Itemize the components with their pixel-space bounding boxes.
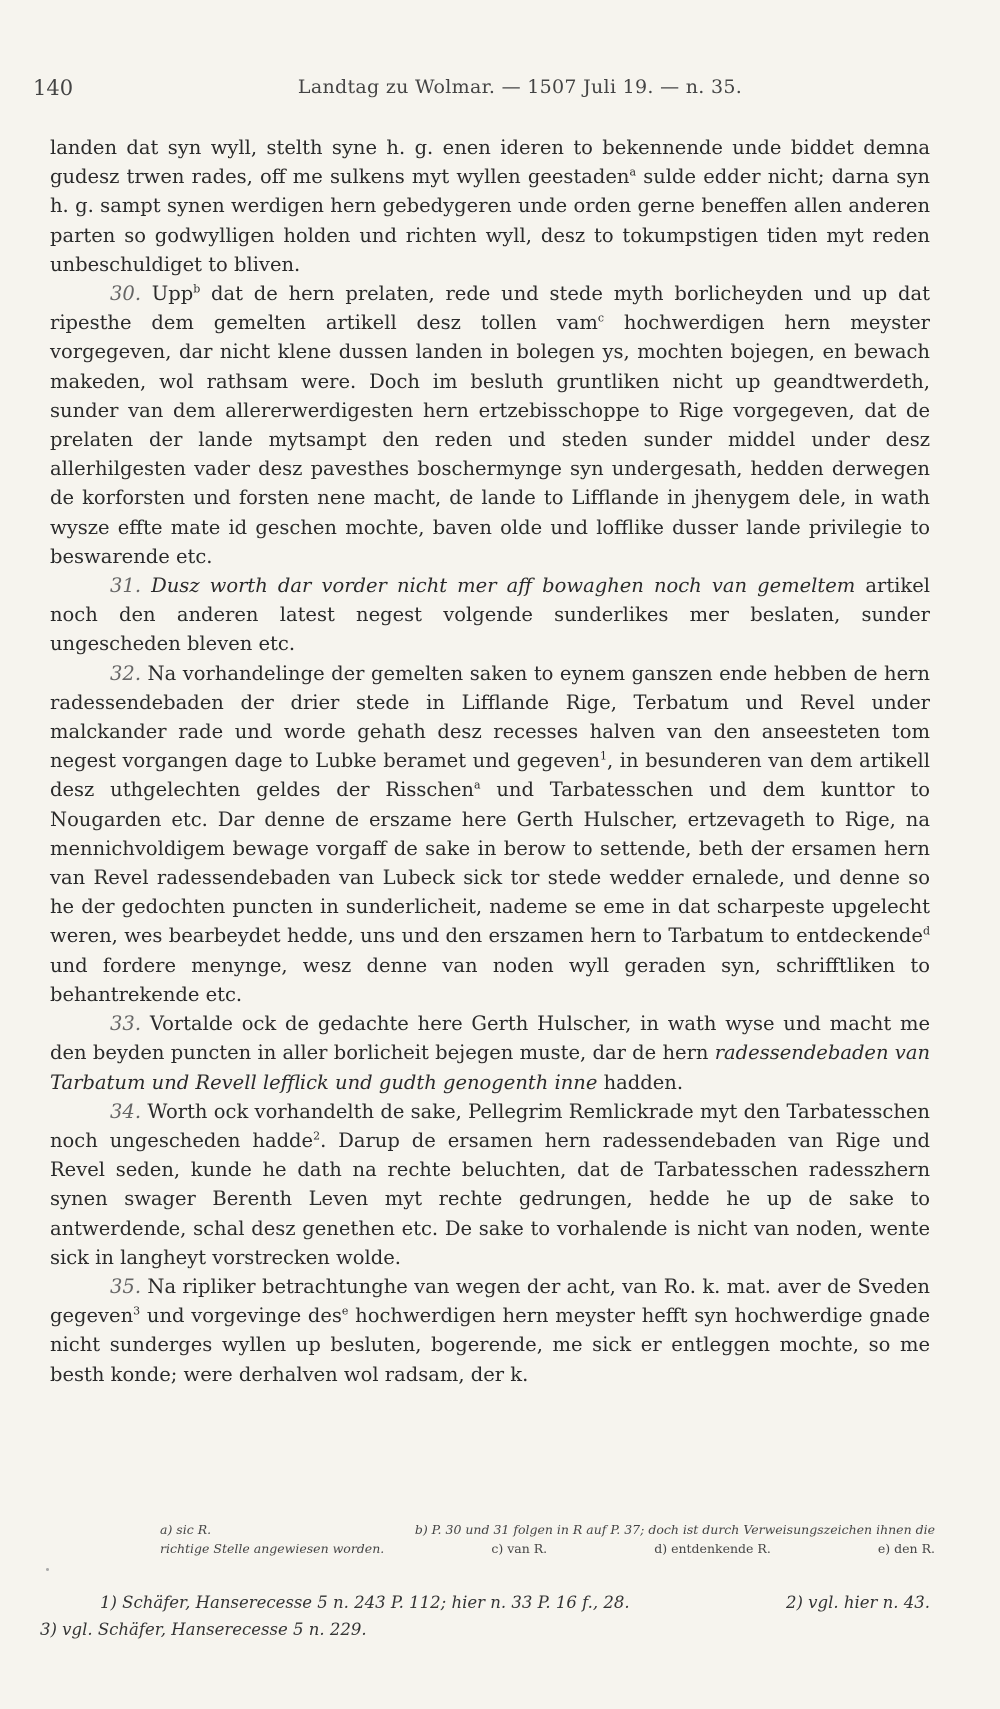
text-run: hochwerdigen hern meyster vorgegeven, dar nicht klene dussen landen in bolegen ys, mochten bojegen, en bewach makeden, wol rathsam were. Doch im besluth gruntliken nicht up geandtwerdeth, sunder van dem allererwerdigesten hern ertzebisschoppe to Rige vorgegeven, dat de prelaten der lande mytsampt den reden und steden sunder middel under desz allerhilgesten vader desz pavesthes boschermynge syn undergesath, hedden derwegen de korforsten und forsten nene macht, de lande to Lifflande in jhenygem dele, in wath wysze effte mate id geschen mochte, baven olde und lofflike dusser lande privilegie to beswarende etc. [50,311,930,568]
note-marker: c [597,311,605,325]
footnote-3: 3) vgl. Schäfer, Hanserecesse 5 n. 229. [40,1620,367,1639]
footnote-2: 2) vgl. hier n. 43. [786,1593,930,1612]
text-run: artikel noch den anderen latest negest volgende sunderlikes mer beslaten, sunder ungescheden bleven etc. [50,574,930,656]
text-run-italic: radessendebaden van Tarbatum und Revell lefflick und gudth genogenth inne [50,1041,930,1094]
note-marker: a [629,165,637,179]
text-run: , in besunderen van dem artikell desz uthgelechten geldes der Risschen [50,749,930,802]
text-run: Upp [141,282,194,306]
footnote-marker: 1 [599,749,607,763]
apparatus-note-e: e) den R. [877,1541,935,1556]
footnote-line [40,1616,940,1643]
footnote-line [40,1589,940,1616]
apparatus-line [160,1539,935,1558]
note-marker: d [922,924,930,938]
note-marker: a [473,778,481,792]
text-run-italic: Dusz worth dar vorder nicht mer aff bowaghen noch van gemeltem [141,574,856,598]
critical-apparatus [160,1520,935,1558]
main-text [50,133,930,1389]
print-speck [46,1568,49,1571]
apparatus-note-d: d) entdenkende R. [654,1541,771,1556]
paragraph-number: 32. [110,661,142,685]
paragraph-33 [50,1009,930,1097]
paragraph-34 [50,1097,930,1272]
paragraph-31 [50,571,930,659]
text-run: landen dat syn wyll, stelth syne h. g. enen ideren to bekennende unde biddet demna gudesz trwen rades, off me sulkens myt wyllen geestaden [50,136,930,189]
text-run: . Darup de ersamen hern radessendebaden van Rige und Revel seden, kunde he dath na rechte beluchten, dat de Tarbatesschen radesszhern synen swager Berenth Leven myt rechte gedrungen, hedde he up de sake to antwerdende, schal desz genethen etc. De sake to vorhalende is nicht van noden, wente sick in langheyt vorstrecken wolde. [50,1128,930,1269]
footnote-marker: 3 [133,1304,141,1318]
paragraph-number: 34. [110,1099,142,1123]
text-run: und vorgevinge des [140,1304,342,1328]
text-run: Na vorhandelinge der gemelten saken to eynem ganszen ende hebben de hern radessendebaden der drier stede in Lifflande Rige, Terbatum und Revel under malckander rade und worde gehath desz recesses halven van den anseesteten tom negest vorgangen dage to Lubke beramet und gegeven [50,661,930,773]
apparatus-note-b-cont: richtige Stelle angewiesen worden. [160,1541,385,1556]
text-run: hochwerdigen hern meyster hefft syn hochwerdige gnade nicht sunderges wyllen up besluten, bogerende, me sick er entleggen mochte, so me besth konde; were derhalven wol radsam, der k. [50,1304,930,1386]
note-marker: e [341,1304,349,1318]
running-title: Landtag zu Wolmar. — 1507 Juli 19. — n. 35. [297,76,743,98]
page-number: 140 [33,76,74,100]
paragraph-number: 35. [110,1274,142,1298]
text-run: und Tarbatesschen und dem kunttor to Nougarden etc. Dar denne de erszame here Gerth Hulscher, ertzevageth to Rige, na mennichvoldigem bewage vorgaff de sake in berow to settende, beth der ersamen hern van Revel radessendebaden van Lubeck sick tor stede wedder ernalede, und denne so he der gedochten puncten in sunderlicheit, nademe se eme in dat scharpeste upgelecht weren, wes bearbeydet hedde, uns und den erszamen hern to Tarbatum to entdeckende [50,778,930,948]
text-run: Worth ock vorhandelth de sake, Pellegrim Remlickrade myt den Tarbatesschen noch ungescheden hadde [50,1099,930,1152]
paragraph-number: 30. [110,282,142,306]
paragraph-32 [50,659,930,1009]
paragraph-30 [50,279,930,571]
apparatus-line [160,1520,935,1539]
text-run: sulde edder nicht; darna syn h. g. sampt synen werdigen hern gebedygeren unde orden gerne beneffen allen anderen parten so godwylligen holden und richten wyll, desz to tokumpstigen tiden myt reden unbeschuldiget to bliven. [50,165,930,276]
text-run: dat de hern prelaten, rede und stede myth borlicheyden und up dat ripesthe dem gemelten artikell desz tollen vam [50,282,930,335]
paragraph-number: 31. [110,574,142,598]
paragraph-number: 33. [110,1012,142,1036]
note-marker: b [193,282,201,296]
apparatus-note-c: c) van R. [491,1541,548,1556]
paragraph-35 [50,1272,930,1389]
footnote-marker: 2 [313,1129,321,1143]
page-header [0,76,1000,106]
text-run: hadden. [597,1070,684,1094]
footnote-1: 1) Schäfer, Hanserecesse 5 n. 243 P. 112; hier n. 33 P. 16 f., 28. [100,1593,630,1612]
text-run: und fordere menynge, wesz denne van noden wyll geraden syn, schrifftliken to behantrekende etc. [50,953,930,1006]
apparatus-note-b: b) P. 30 und 31 folgen in R auf P. 37; doch ist durch Verweisungszeichen ihnen die [414,1522,935,1537]
footnotes [40,1589,940,1643]
apparatus-note-a: a) sic R. [160,1522,212,1537]
paragraph-continuation [50,133,930,279]
text-run: Vortalde ock de gedachte here Gerth Hulscher, in wath wyse und macht me den beyden puncten in aller borlicheit bejegen muste, dar de hern [50,1012,930,1065]
text-run: Na ripliker betrachtunghe van wegen der acht, van Ro. k. mat. aver de Sveden gegeven [50,1274,930,1328]
